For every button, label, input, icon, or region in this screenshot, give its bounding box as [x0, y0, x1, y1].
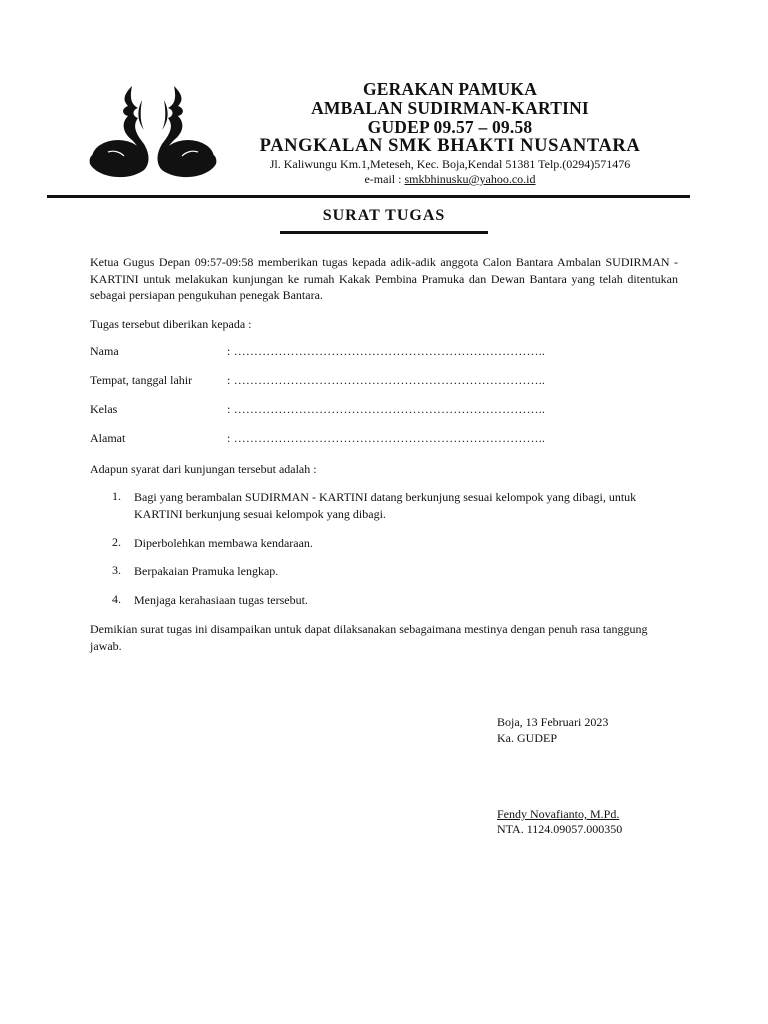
letterhead: [240, 80, 660, 187]
requirement-item: Berpakaian Pramuka lengkap.: [134, 564, 279, 578]
title-underline: [280, 231, 488, 234]
signer-nta: NTA. 1124.09057.000350: [497, 822, 623, 836]
requirement-item: Bagi yang berambalan SUDIRMAN - KARTINI datang berkunjung sesuai kelompok yang dibagi, untuk KARTINI berkunjung sesuai kelompok yang dibagi.: [134, 490, 637, 521]
address: Jl. Kaliwungu Km.1,Meteseh, Kec. Boja,Kendal 51381 Telp.(0294)571476: [269, 157, 631, 171]
signer-name: Fendy Novafianto, M.Pd.: [497, 807, 620, 821]
field-birth-label: Tempat, tanggal lahir: [90, 373, 193, 387]
field-name-label: Nama: [90, 344, 119, 358]
signer-position: Ka. GUDEP: [497, 731, 557, 745]
document-title: SURAT TUGAS: [322, 207, 446, 224]
gudep-number: GUDEP 09.57 – 09.58: [367, 117, 533, 137]
place-date: Boja, 13 Februari 2023: [497, 715, 609, 729]
requirement-number: 2.: [112, 535, 121, 549]
field-class-label: Kelas: [90, 402, 118, 416]
closing-paragraph: Demikian surat tugas ini disampaikan untuk dapat dilaksanakan sebagaimana mestinya dengan penuh rasa tanggung jawab.: [90, 622, 648, 653]
field-class-value: : …………………………………………………………………..: [227, 402, 546, 416]
email-line: [240, 172, 660, 187]
org-name: GERAKAN PAMUKA: [362, 79, 538, 99]
email-label: e-mail :: [364, 172, 405, 186]
intro-paragraph: Ketua Gugus Depan 09:57-09:58 memberikan tugas kepada adik-adik anggota Calon Bantara Ambalan SUDIRMAN - KARTINI untuk melakukan kunjungan ke rumah Kakak Pembina Pramuka dan Dewan Bantara yang telah ditentukan sebagai persiapan pengukuhan penegak Bantara.: [90, 255, 678, 302]
field-address-value: : …………………………………………………………………..: [227, 431, 546, 445]
requirements-intro: Adapun syarat dari kunjungan tersebut adalah :: [90, 462, 317, 476]
email-link[interactable]: smkbhinusku@yahoo.co.id: [404, 172, 536, 186]
header-divider: [47, 195, 690, 198]
requirement-item: Menjaga kerahasiaan tugas tersebut.: [134, 593, 308, 607]
field-name-value: : …………………………………………………………………..: [227, 344, 546, 358]
field-birth-value: : …………………………………………………………………..: [227, 373, 546, 387]
requirement-number: 1.: [112, 489, 121, 503]
assigned-to-text: Tugas tersebut diberikan kepada :: [90, 317, 252, 331]
unit-name: AMBALAN SUDIRMAN-KARTINI: [311, 98, 589, 118]
requirement-item: Diperbolehkan membawa kendaraan.: [134, 536, 313, 550]
base-name: PANGKALAN SMK BHAKTI NUSANTARA: [259, 136, 641, 156]
requirement-number: 4.: [112, 592, 121, 606]
requirement-number: 3.: [112, 563, 121, 577]
tunas-kelapa-logo: [88, 78, 218, 180]
field-address-label: Alamat: [90, 431, 126, 445]
